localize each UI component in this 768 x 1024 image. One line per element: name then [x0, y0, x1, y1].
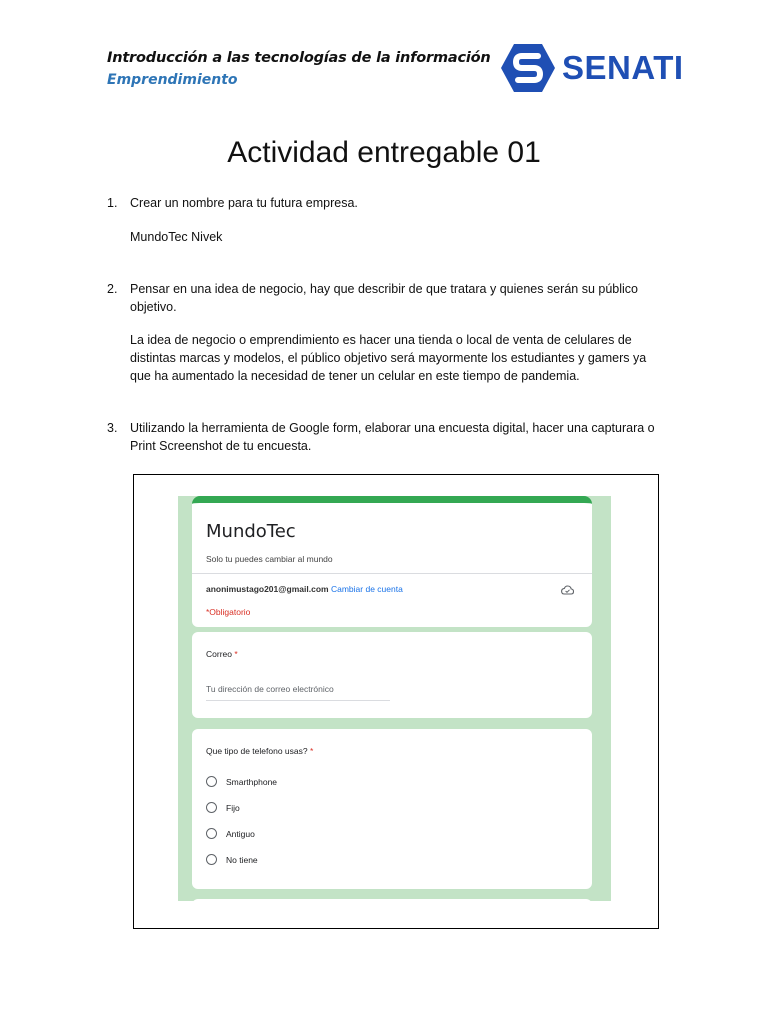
item-2: [107, 280, 667, 316]
phone-question-text: Que tipo de telefono usas?: [206, 746, 308, 756]
form-header-card: [192, 496, 592, 627]
option-label: No tiene: [226, 854, 258, 865]
account-line: [206, 584, 403, 594]
radio-option-smartphone[interactable]: [206, 776, 277, 787]
required-note: *Obligatorio: [206, 607, 251, 617]
radio-circle-icon[interactable]: [206, 776, 217, 787]
required-star: *: [234, 649, 238, 659]
email-question-text: Correo: [206, 649, 232, 659]
radio-option-no-tiene[interactable]: [206, 854, 258, 865]
course-subtitle: Emprendimiento: [107, 72, 238, 88]
document-title: Actividad entregable 01: [227, 136, 541, 169]
radio-option-antiguo[interactable]: [206, 828, 255, 839]
senati-logo: [500, 41, 690, 95]
document-header: [107, 50, 491, 88]
item-number: 2.: [107, 282, 118, 296]
item-number: 1.: [107, 196, 118, 210]
item-3: [107, 419, 667, 455]
email-question-card: [192, 632, 592, 718]
email-question-label: [206, 649, 238, 659]
google-form-screenshot: [178, 496, 611, 901]
switch-account-link[interactable]: Cambiar de cuenta: [330, 584, 403, 594]
required-star: *: [309, 746, 314, 756]
logo-text: SENATI: [562, 49, 684, 86]
radio-circle-icon[interactable]: [206, 828, 217, 839]
phone-question-card: [192, 729, 592, 889]
cloud-icon: [561, 582, 574, 600]
option-label: Antiguo: [226, 828, 255, 839]
item-number: 3.: [107, 421, 118, 435]
divider: [192, 573, 592, 574]
account-email: anonimustago201@gmail.com: [206, 584, 329, 594]
item-question: Crear un nombre para tu futura empresa.: [130, 196, 358, 210]
radio-circle-icon[interactable]: [206, 802, 217, 813]
senati-emblem-icon: [500, 42, 556, 94]
radio-option-fijo[interactable]: [206, 802, 240, 813]
item-1-answer: MundoTec Nivek: [130, 230, 223, 244]
item-2-answer: La idea de negocio o emprendimiento es hacer una tienda o local de venta de celulares de distintas marcas y modelos, el público objetivo será mayormente los estudiantes y gamers ya que ha aumentado la necesidad de tener un celular en este tiempo de pandemia.: [130, 333, 647, 383]
item-1: [107, 194, 667, 212]
option-label: Fijo: [226, 802, 240, 813]
option-label: Smarthphone: [226, 776, 278, 787]
email-input[interactable]: Tu dirección de correo electrónico: [206, 684, 390, 701]
next-question-card: [192, 899, 592, 901]
form-title: MundoTec: [206, 521, 296, 542]
form-description: Solo tu puedes cambiar al mundo: [206, 554, 333, 564]
course-title: Introducción a las tecnologías de la información: [107, 50, 491, 66]
item-question: Utilizando la herramienta de Google form, elaborar una encuesta digital, hacer una capturara o Print Screenshot de tu encuesta.: [130, 421, 655, 453]
item-question: Pensar en una idea de negocio, hay que describir de que tratara y quienes serán su público objetivo.: [130, 282, 638, 314]
radio-circle-icon[interactable]: [206, 854, 217, 865]
phone-question-label: [206, 746, 313, 756]
